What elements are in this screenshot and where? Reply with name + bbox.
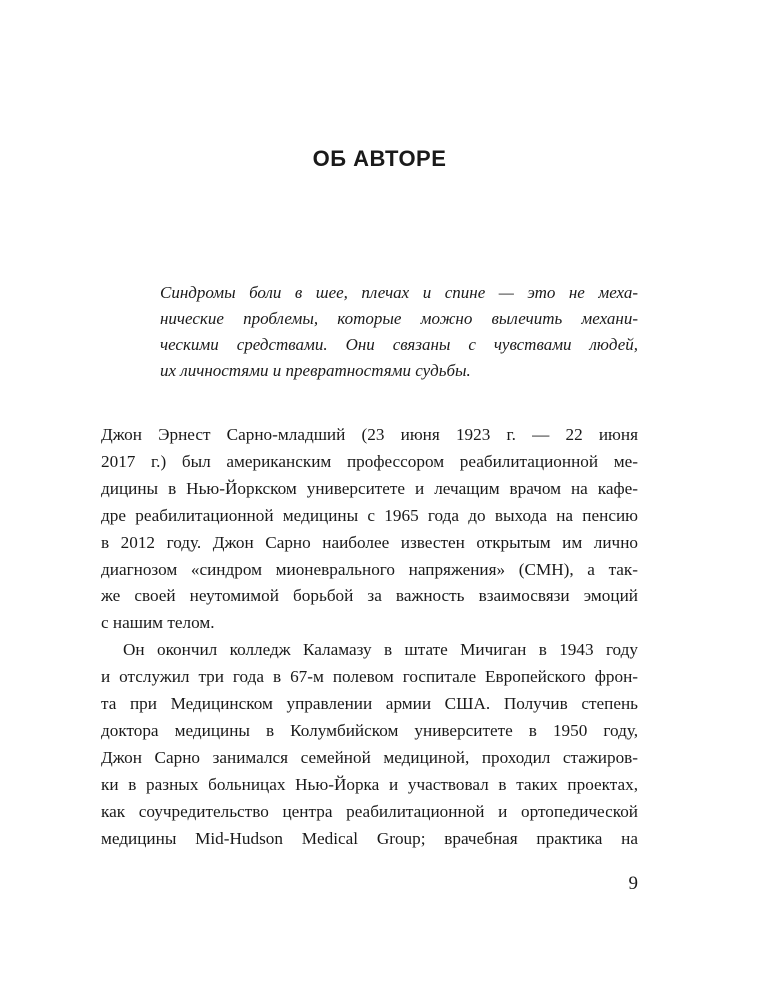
text-line: и отслужил три года в 67-м полевом госпитале Европейского фрон- — [101, 667, 638, 687]
epigraph-line: Синдромы боли в шее, плечах и спине — это не меха- — [160, 283, 638, 302]
text-line: в 2012 году. Джон Сарно наиболее известен открытым им лично — [101, 532, 638, 552]
epigraph-line: нические проблемы, которые можно вылечить механи- — [160, 309, 638, 328]
epigraph-line: их личностями и превратностями судьбы. — [160, 361, 471, 380]
chapter-heading: ОБ АВТОРЕ — [312, 146, 447, 171]
paragraph-2 — [101, 637, 638, 852]
text-line: дре реабилитационной медицины с 1965 года до выхода на пенсию — [101, 505, 638, 525]
text-line: диагнозом «синдром мионеврального напряжения» (СМН), а так- — [101, 559, 638, 579]
text-line: дицины в Нью-Йоркском университете и лечащим врачом на кафе- — [101, 478, 638, 498]
epigraph — [160, 280, 638, 384]
text-line: Он окончил колледж Каламазу в штате Мичиган в 1943 году — [123, 640, 638, 660]
text-line: Джон Эрнест Сарно-младший (23 июня 1923 г. — 22 июня — [101, 425, 638, 444]
page-number: 9 — [628, 873, 638, 894]
paragraph-1 — [101, 422, 638, 637]
text-line: та при Медицинском управлении армии США. Получив степень — [101, 694, 638, 714]
epigraph-line: ческими средствами. Они связаны с чувствами людей, — [160, 335, 638, 354]
text-line: с нашим телом. — [101, 613, 215, 633]
text-line: же своей неутомимой борьбой за важность взаимосвязи эмоций — [101, 586, 638, 606]
text-line: Джон Сарно занимался семейной медициной, проходил стажиров- — [101, 747, 638, 767]
text-line: доктора медицины в Колумбийском университете в 1950 году, — [101, 720, 638, 740]
text-line: медицины Mid-Hudson Medical Group; врачебная практика на — [101, 828, 638, 848]
text-line: 2017 г.) был американским профессором реабилитационной ме- — [101, 451, 638, 471]
text-line: ки в разных больницах Нью-Йорка и участвовал в таких проектах, — [101, 774, 638, 794]
text-line: как соучредительство центра реабилитационной и ортопедической — [101, 801, 638, 821]
body-text — [101, 422, 638, 853]
